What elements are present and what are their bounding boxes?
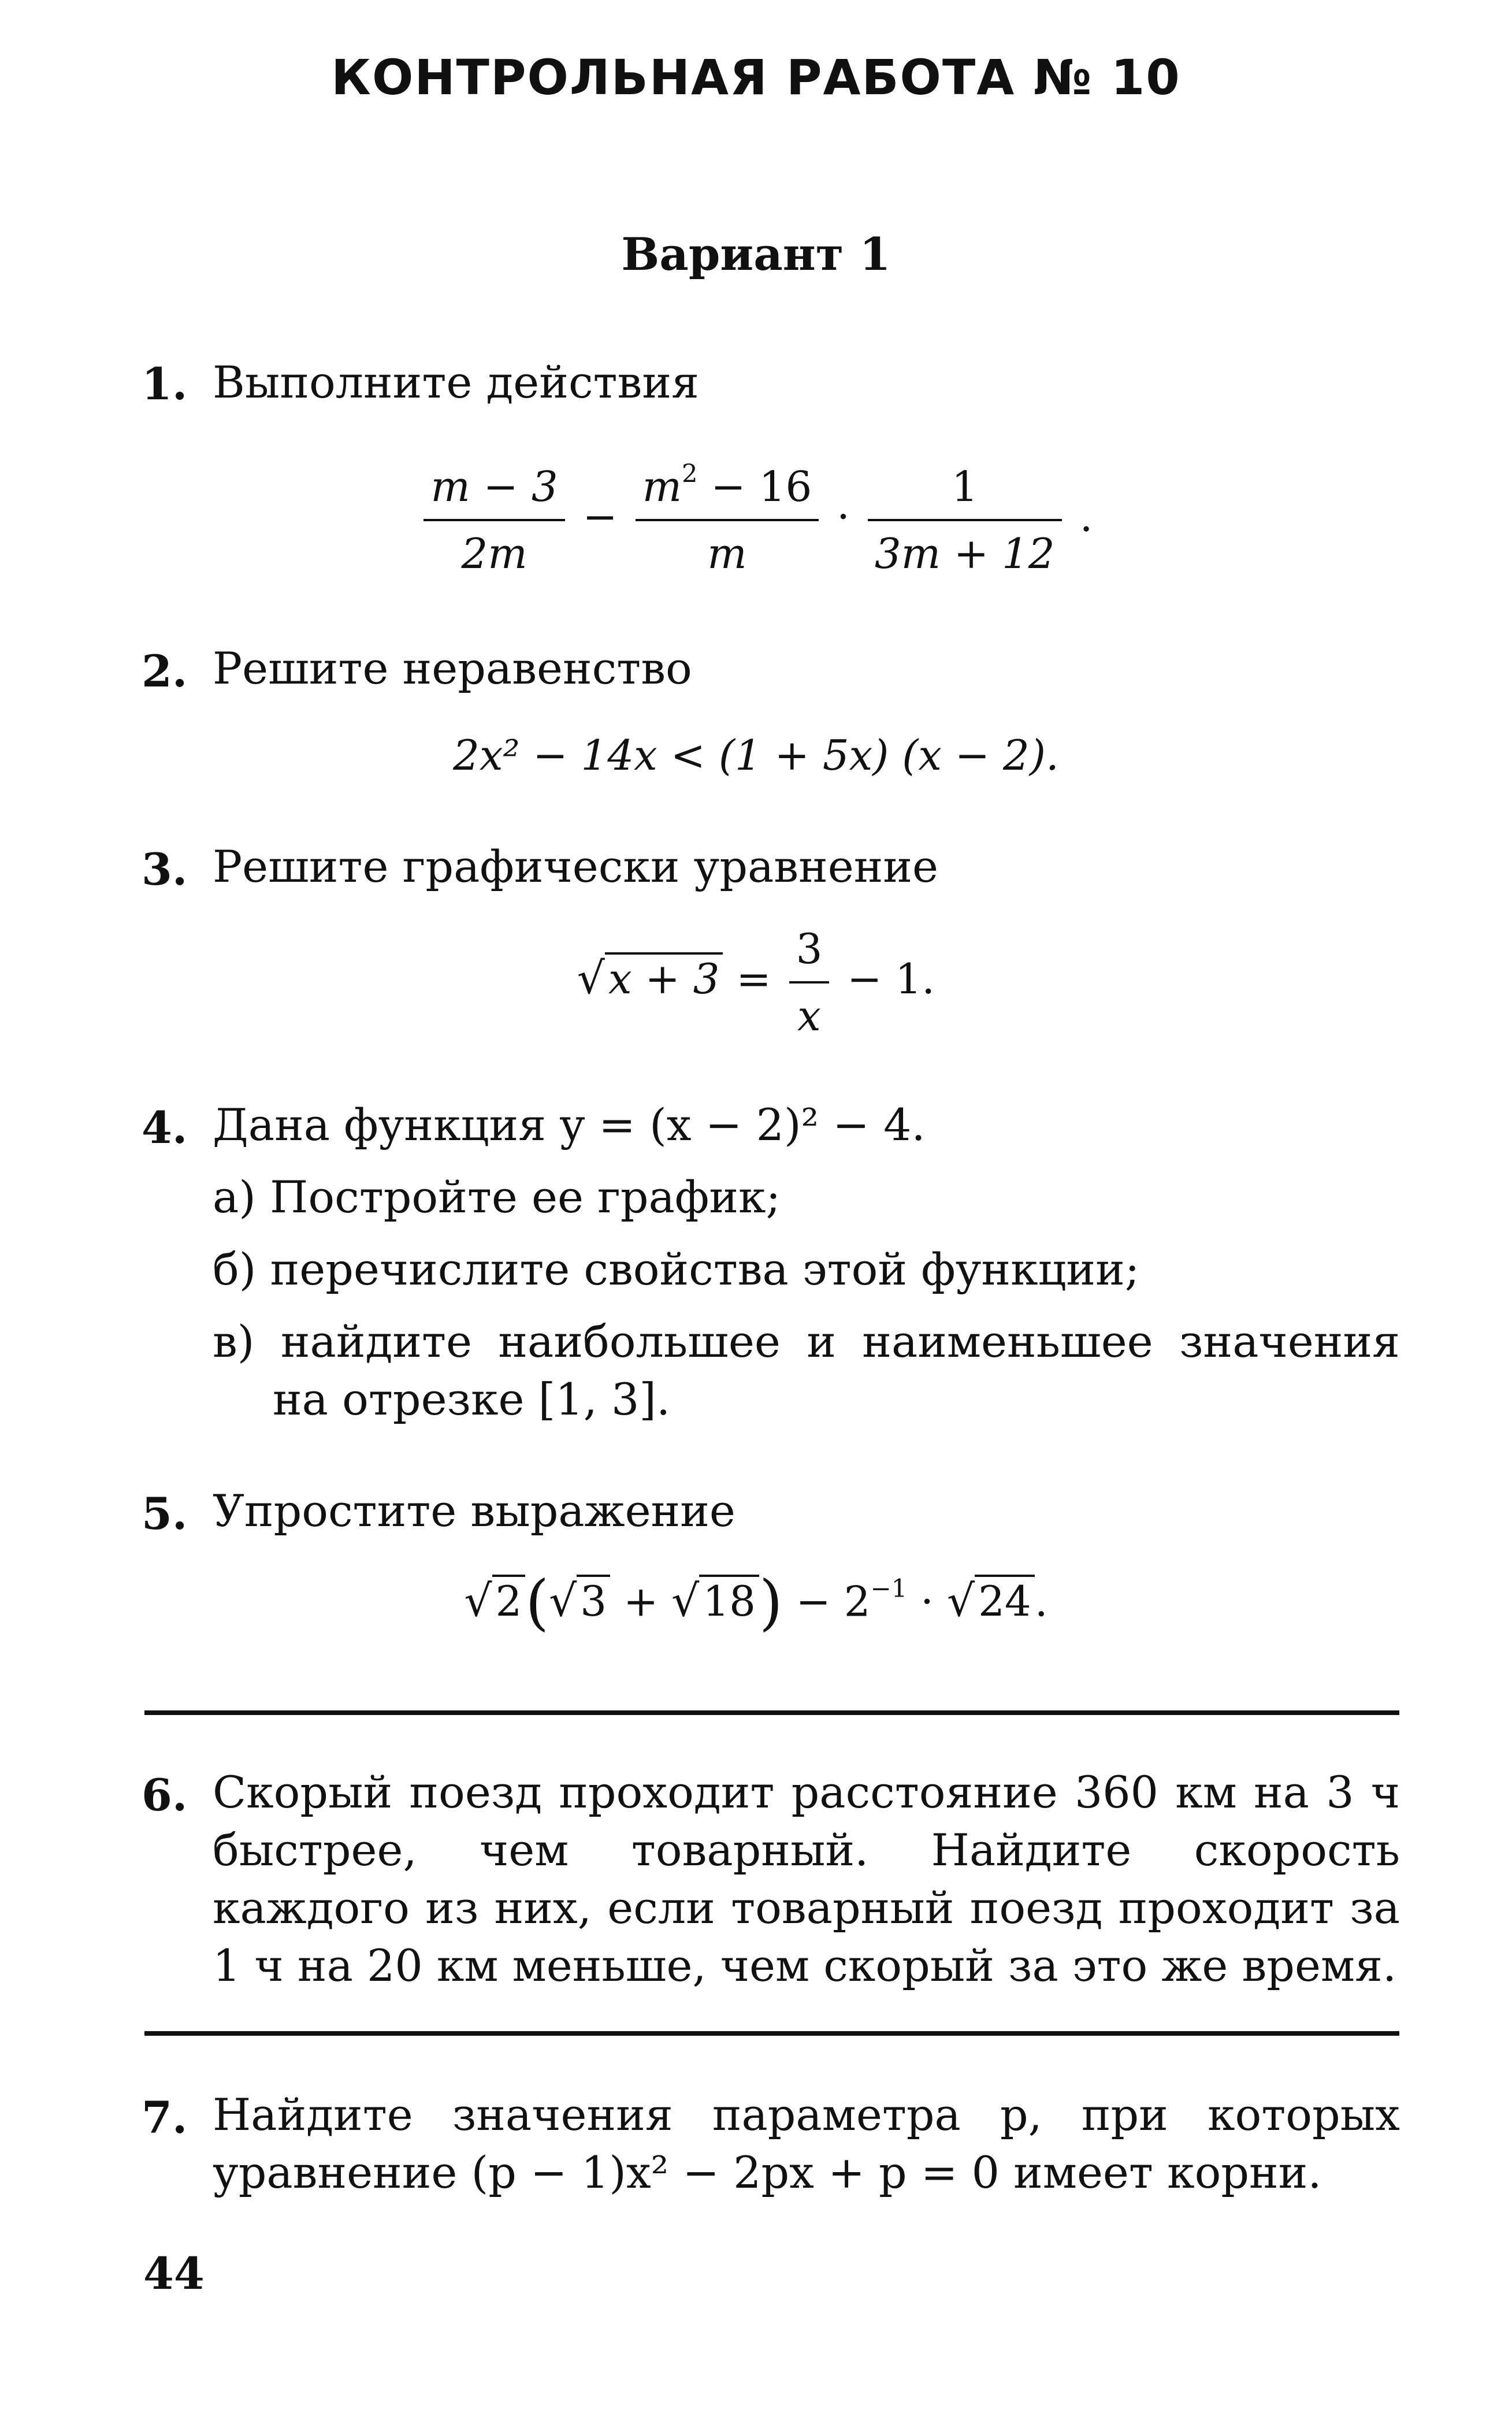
- task-2-number: 2.: [142, 645, 188, 697]
- task-6-number: 6.: [142, 1769, 188, 1821]
- task-3-text: Решите графически уравнение: [213, 841, 939, 892]
- task-4-item-b: б) перечислите свойства этой функции;: [213, 1244, 1140, 1295]
- task-5-text: Упростите выражение: [213, 1485, 735, 1536]
- task-3-number: 3.: [142, 844, 188, 895]
- divider-1: [144, 1710, 1399, 1715]
- task-4-item-c: в) найдите наибольшее и наименьшее значения на отрезке [1, 3].: [213, 1316, 1400, 1425]
- task-4-number: 4.: [142, 1102, 188, 1153]
- divider-2: [144, 2031, 1399, 2036]
- task-1-text: Выполните действия: [213, 357, 699, 408]
- task-1-fraction-2: $\frac{m^2 - 16}{m}$: [636, 462, 819, 578]
- task-1-fraction-1: $\frac{m - 3}{2m}$: [423, 462, 564, 578]
- sqrt-sign: √: [577, 953, 605, 1004]
- task-2-text: Решите неравенство: [213, 643, 692, 694]
- task-7-text: Найдите значения параметра p, при которых уравнение (p − 1)x² − 2px + p = 0 имеет корни.: [213, 2089, 1400, 2198]
- task-3-fraction: $\frac{3}{x}$: [789, 925, 830, 1040]
- page-title: КОНТРОЛЬНАЯ РАБОТА № 10: [331, 49, 1181, 106]
- task-7-number: 7.: [142, 2092, 188, 2143]
- variant-heading: Вариант 1: [621, 228, 891, 281]
- task-4-text: Дана функция y = (x − 2)² − 4.: [213, 1099, 926, 1150]
- task-4-item-a: а) Постройте ее график;: [213, 1171, 781, 1223]
- task-3-equation: √x + 3 = $\frac{3}{x}$ − 1.: [577, 925, 935, 1040]
- task-1-expression: $\frac{m - 3}{2m}$ − $\frac{m^2 - 16}{m}$ · $\frac{1}{3m + 12}$ .: [0, 462, 1512, 578]
- page-number: 44: [143, 2248, 205, 2299]
- task-6-text: Скорый поезд проходит расстояние 360 км на 3 ч быстрее, чем товарный. Найдите скорость каждого из них, если товарный поезд проходит за 1 ч на 20 км меньше, чем скорый за это же время.: [213, 1766, 1400, 1991]
- task-5-number: 5.: [142, 1488, 188, 1539]
- task-1-fraction-3: $\frac{1}{3m + 12}$: [868, 462, 1062, 578]
- task-2-inequality: 2x² − 14x < (1 + 5x) (x − 2).: [453, 731, 1059, 780]
- task-5-expression: $√2(√3 + √18) - 2^{-1} \cdot √24$.: [464, 1567, 1048, 1638]
- task-1-number: 1.: [142, 358, 188, 410]
